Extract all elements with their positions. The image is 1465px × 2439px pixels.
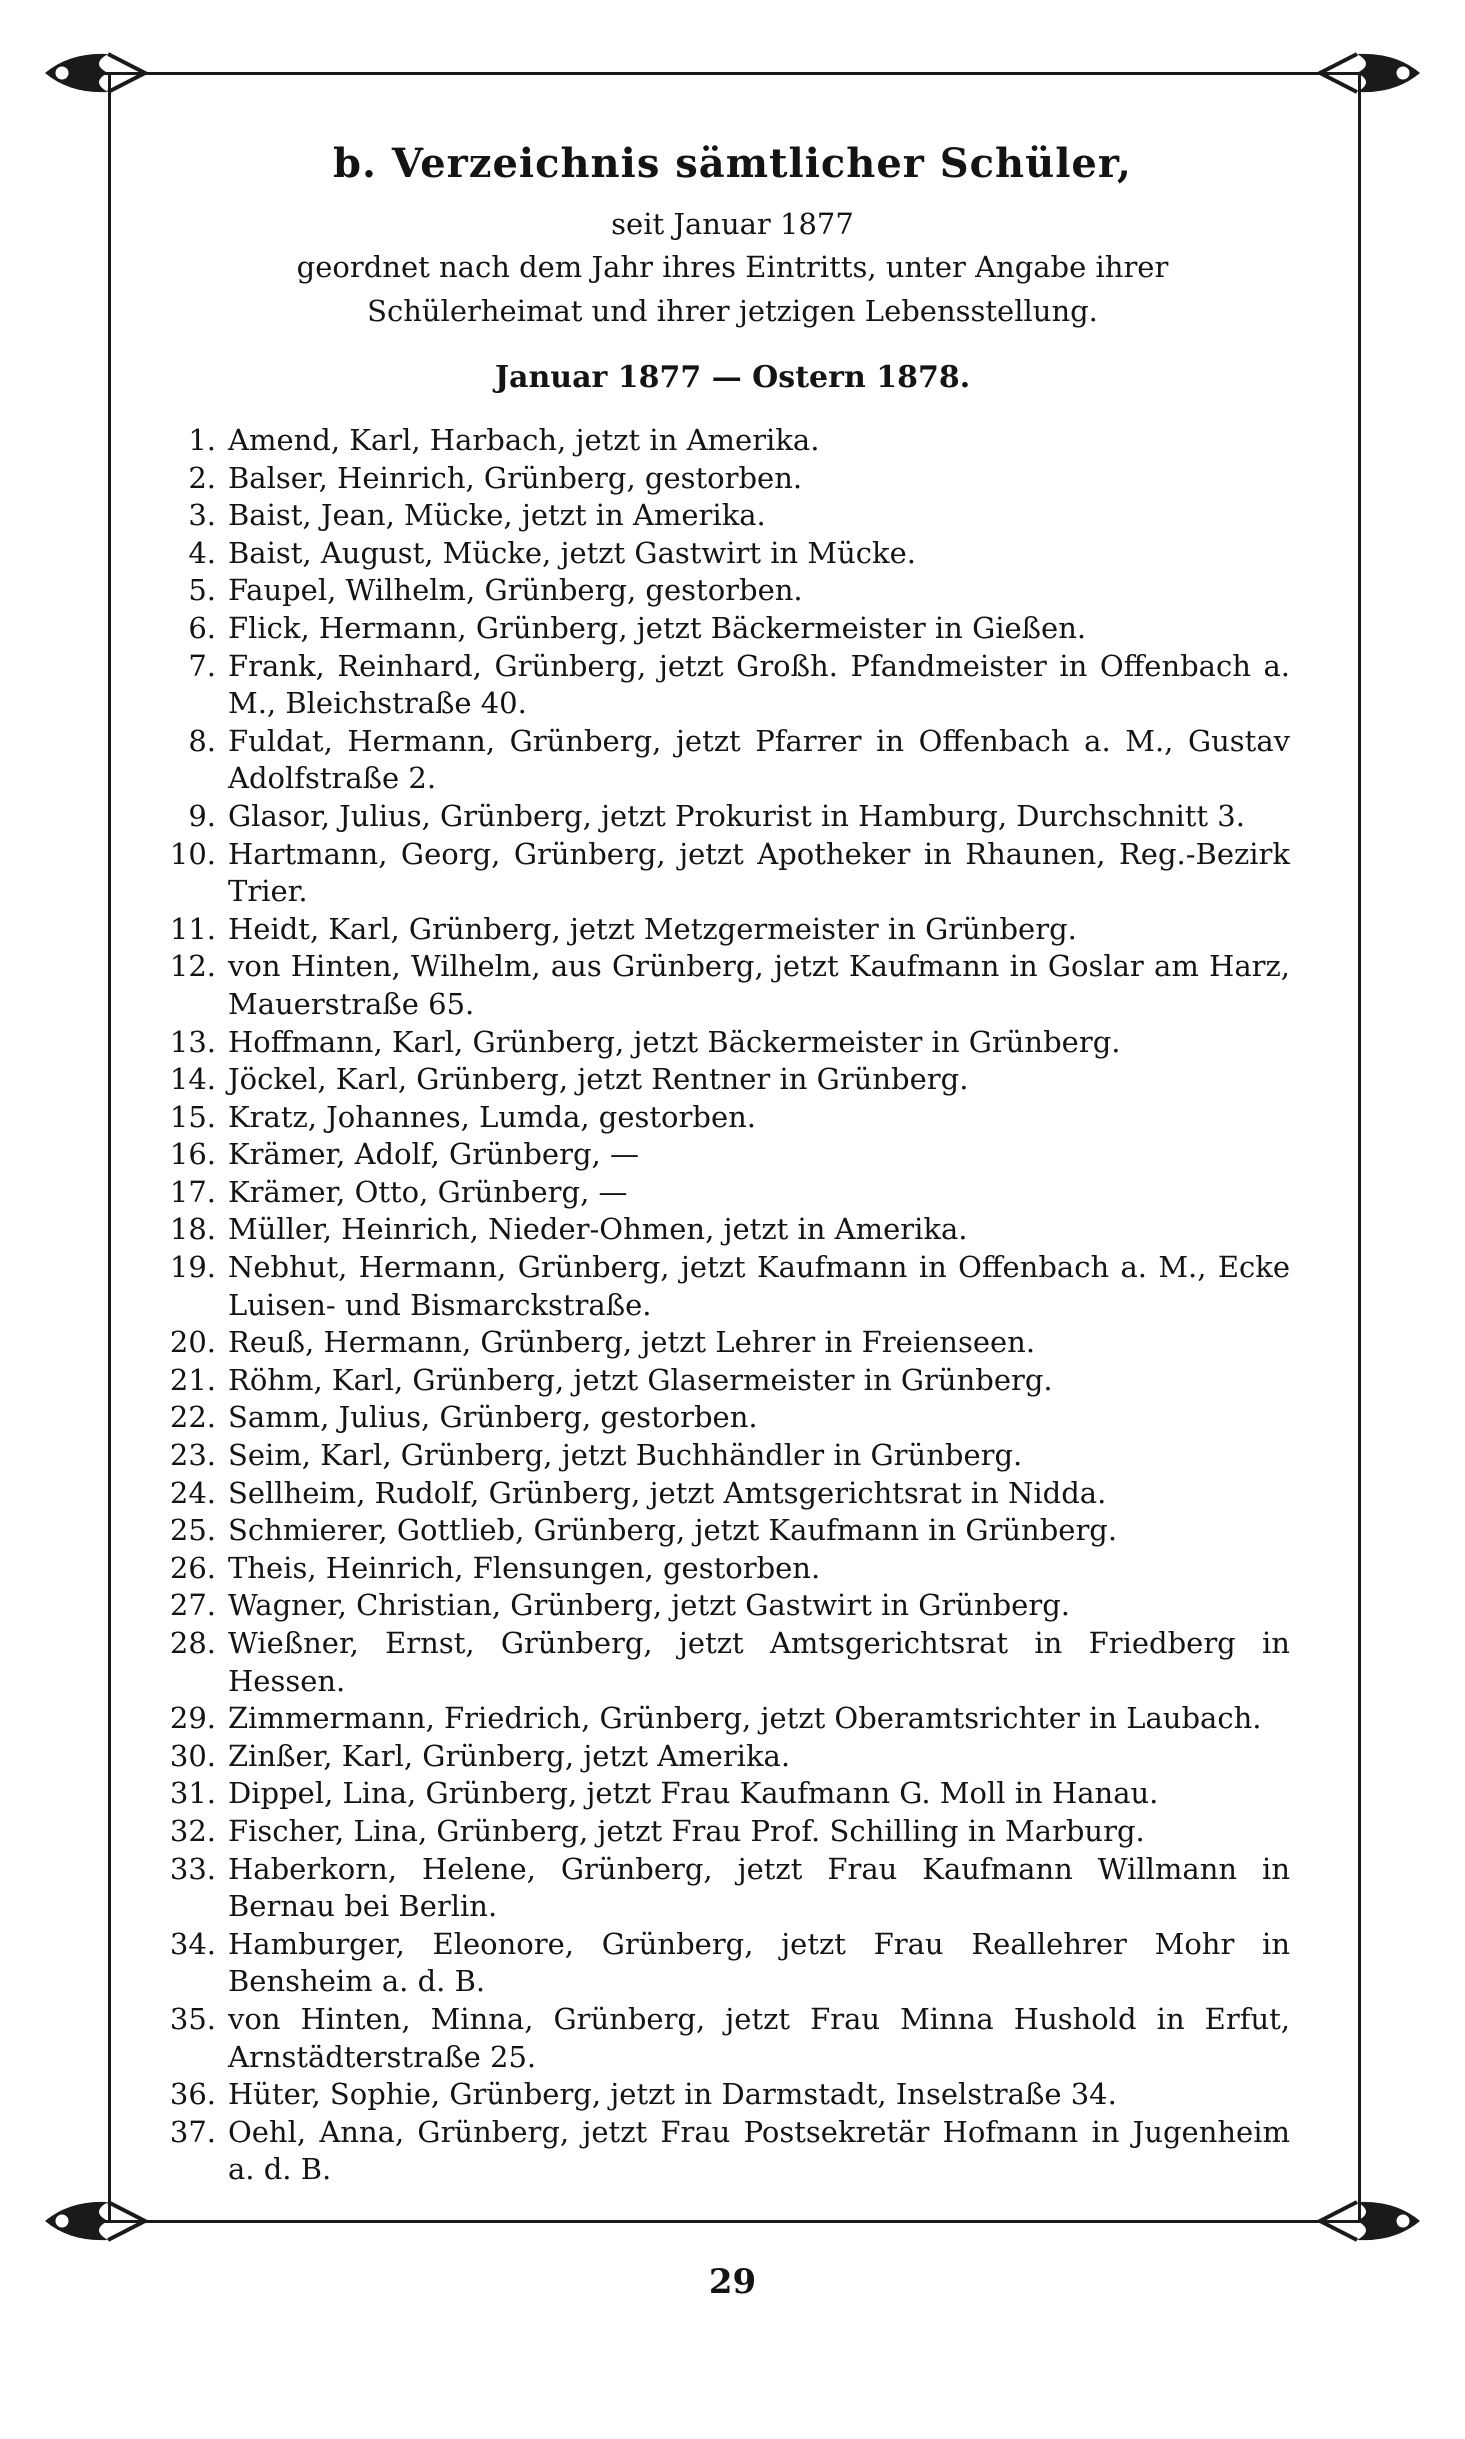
list-item: [160, 648, 1290, 723]
entry-text: Wießner, Ernst, Grünberg, jetzt Amtsgerichtsrat in Friedberg in Hessen.: [228, 1626, 1290, 1698]
entry-text: Heidt, Karl, Grünberg, jetzt Metzgermeister in Grünberg.: [228, 911, 1077, 946]
list-item: [160, 422, 1290, 460]
corner-ornament-icon: [1315, 42, 1425, 104]
entry-text: Dippel, Lina, Grünberg, jetzt Frau Kaufmann G. Moll in Hanau.: [228, 1776, 1159, 1811]
list-item: [160, 1512, 1290, 1550]
entry-text: Krämer, Adolf, Grünberg, —: [228, 1137, 639, 1172]
entry-number: 22.: [169, 1400, 216, 1435]
entry-number: 19.: [169, 1250, 216, 1285]
list-item: [160, 2114, 1290, 2189]
frame-bottom-rule: [75, 2220, 1390, 2223]
frame-top-rule: [75, 72, 1390, 75]
list-item: [160, 1136, 1290, 1174]
list-item: [160, 1587, 1290, 1625]
entry-number: 34.: [169, 1926, 216, 1961]
entry-number: 6.: [188, 610, 216, 645]
entry-text: Kratz, Johannes, Lumda, gestorben.: [228, 1099, 757, 1134]
list-item: [160, 1437, 1290, 1475]
entry-text: Glasor, Julius, Grünberg, jetzt Prokurist in Hamburg, Durchschnitt 3.: [228, 798, 1245, 833]
entry-number: 37.: [169, 2114, 216, 2149]
corner-ornament-icon: [1315, 2190, 1425, 2252]
list-item: [160, 1024, 1290, 1062]
list-item: [160, 1211, 1290, 1249]
list-item: [160, 1399, 1290, 1437]
entry-number: 26.: [169, 1550, 216, 1585]
entry-text: Hamburger, Eleonore, Grünberg, jetzt Frau Reallehrer Mohr in Bensheim a. d. B.: [228, 1926, 1290, 1999]
entry-text: Zinßer, Karl, Grünberg, jetzt Amerika.: [228, 1738, 791, 1773]
list-item: [160, 1099, 1290, 1137]
corner-ornament-icon: [40, 2190, 150, 2252]
entry-text: Reuß, Hermann, Grünberg, jetzt Lehrer in Freienseen.: [228, 1325, 1036, 1360]
entry-number: 17.: [169, 1174, 216, 1209]
entry-number: 1.: [188, 423, 216, 457]
entry-text: Krämer, Otto, Grünberg, —: [228, 1174, 628, 1209]
list-item: [160, 798, 1290, 836]
entry-number: 12.: [169, 949, 216, 984]
list-item: [160, 1625, 1290, 1700]
subtitle-since: seit Januar 1877: [611, 207, 854, 241]
list-item: [160, 723, 1290, 798]
entry-number: 36.: [169, 2077, 216, 2112]
entry-text: Hüter, Sophie, Grünberg, jetzt in Darmstadt, Inselstraße 34.: [228, 2077, 1117, 2112]
entry-number: 24.: [169, 1475, 216, 1510]
entry-number: 10.: [169, 836, 216, 871]
entry-text: Theis, Heinrich, Flensungen, gestorben.: [228, 1550, 821, 1585]
entry-number: 30.: [169, 1738, 216, 1773]
entry-number: 8.: [188, 723, 216, 758]
list-item: [160, 535, 1290, 573]
entry-text: Balser, Heinrich, Grünberg, gestorben.: [228, 460, 803, 495]
list-item: [160, 948, 1290, 1023]
entry-number: 21.: [169, 1362, 216, 1397]
entry-text: von Hinten, Wilhelm, aus Grünberg, jetzt Kaufmann in Goslar am Harz, Mauerstraße 65.: [228, 949, 1290, 1021]
entry-number: 2.: [188, 460, 216, 495]
entry-text: Frank, Reinhard, Grünberg, jetzt Großh. Pfandmeister in Offenbach a. M., Bleichstraße 40.: [228, 648, 1290, 721]
frame-right-rule: [1358, 75, 1361, 2221]
page-number: 29: [708, 2262, 757, 2302]
entry-text: Fuldat, Hermann, Grünberg, jetzt Pfarrer in Offenbach a. M., Gustav Adolfstraße 2.: [228, 723, 1290, 796]
entry-text: Amend, Karl, Harbach, jetzt in Amerika.: [228, 423, 820, 457]
list-item: [160, 497, 1290, 535]
entry-number: 18.: [169, 1212, 216, 1247]
entry-number: 35.: [169, 2001, 216, 2036]
list-item: [160, 1851, 1290, 1926]
entry-number: 7.: [188, 648, 216, 683]
student-list: [160, 422, 1290, 2189]
list-item: [160, 572, 1290, 610]
entry-text: Hartmann, Georg, Grünberg, jetzt Apotheker in Rhaunen, Reg.-Bezirk Trier.: [228, 836, 1290, 909]
entry-number: 9.: [188, 798, 216, 833]
entry-text: Haberkorn, Helene, Grünberg, jetzt Frau Kaufmann Willmann in Bernau bei Berlin.: [228, 1851, 1290, 1924]
entry-number: 31.: [169, 1776, 216, 1811]
list-item: [160, 1324, 1290, 1362]
entry-text: Zimmermann, Friedrich, Grünberg, jetzt Oberamtsrichter in Laubach.: [228, 1701, 1262, 1736]
entry-text: Nebhut, Hermann, Grünberg, jetzt Kaufmann in Offenbach a. M., Ecke Luisen- und Bismarckstraße.: [228, 1250, 1290, 1322]
entry-text: Baist, August, Mücke, jetzt Gastwirt in Mücke.: [228, 535, 916, 570]
list-item: [160, 1813, 1290, 1851]
entry-number: 20.: [169, 1325, 216, 1360]
entry-text: Flick, Hermann, Grünberg, jetzt Bäckermeister in Gießen.: [228, 610, 1087, 645]
subtitle-description-line2: Schülerheimat und ihrer jetzigen Lebensstellung.: [367, 294, 1098, 328]
entry-text: Oehl, Anna, Grünberg, jetzt Frau Postsekretär Hofmann in Jugenheim a. d. B.: [228, 2114, 1290, 2187]
entry-text: Sellheim, Rudolf, Grünberg, jetzt Amtsgerichtsrat in Nidda.: [228, 1475, 1107, 1510]
entry-number: 15.: [169, 1099, 216, 1134]
list-item: [160, 1061, 1290, 1099]
entry-text: Schmierer, Gottlieb, Grünberg, jetzt Kaufmann in Grünberg.: [228, 1513, 1118, 1548]
entry-text: Röhm, Karl, Grünberg, jetzt Glasermeister in Grünberg.: [228, 1362, 1053, 1397]
entry-text: Fischer, Lina, Grünberg, jetzt Frau Prof. Schilling in Marburg.: [228, 1813, 1145, 1848]
list-item: [160, 1249, 1290, 1324]
list-item: [160, 911, 1290, 949]
list-item: [160, 1738, 1290, 1776]
page-title: b. Verzeichnis sämtlicher Schüler,: [333, 140, 1132, 187]
list-item: [160, 1550, 1290, 1588]
list-item: [160, 610, 1290, 648]
entry-number: 3.: [188, 498, 216, 533]
list-item: [160, 2001, 1290, 2076]
entry-number: 23.: [169, 1438, 216, 1473]
frame-left-rule: [108, 75, 111, 2221]
entry-text: Hoffmann, Karl, Grünberg, jetzt Bäckermeister in Grünberg.: [228, 1024, 1121, 1059]
list-item: [160, 460, 1290, 498]
entry-text: Seim, Karl, Grünberg, jetzt Buchhändler in Grünberg.: [228, 1438, 1023, 1473]
entry-number: 28.: [169, 1626, 216, 1660]
list-item: [160, 1362, 1290, 1400]
list-item: [160, 1174, 1290, 1212]
section-heading-period: Januar 1877 — Ostern 1878.: [494, 360, 971, 395]
list-item: [160, 1475, 1290, 1513]
entry-number: 16.: [169, 1137, 216, 1172]
entry-number: 33.: [169, 1851, 216, 1886]
entry-number: 29.: [169, 1701, 216, 1736]
list-item: [160, 1926, 1290, 2001]
entry-text: Wagner, Christian, Grünberg, jetzt Gastwirt in Grünberg.: [228, 1588, 1070, 1623]
entry-text: Faupel, Wilhelm, Grünberg, gestorben.: [228, 573, 803, 608]
entry-text: Jöckel, Karl, Grünberg, jetzt Rentner in Grünberg.: [228, 1062, 969, 1097]
list-item: [160, 1700, 1290, 1738]
entry-number: 4.: [188, 535, 216, 570]
list-item: [160, 836, 1290, 911]
corner-ornament-icon: [40, 42, 150, 104]
entry-text: Baist, Jean, Mücke, jetzt in Amerika.: [228, 498, 766, 533]
entry-number: 5.: [188, 573, 216, 608]
entry-number: 13.: [169, 1024, 216, 1059]
entry-number: 32.: [169, 1813, 216, 1848]
entry-number: 25.: [169, 1513, 216, 1548]
entry-number: 27.: [169, 1588, 216, 1623]
entry-text: Müller, Heinrich, Nieder-Ohmen, jetzt in Amerika.: [228, 1212, 968, 1247]
entry-text: von Hinten, Minna, Grünberg, jetzt Frau Minna Hushold in Erfut, Arnstädterstraße 25.: [228, 2001, 1290, 2074]
entry-number: 14.: [169, 1062, 216, 1097]
list-item: [160, 2076, 1290, 2114]
subtitle-description-line1: geordnet nach dem Jahr ihres Eintritts, unter Angabe ihrer: [296, 250, 1169, 284]
entry-number: 11.: [169, 911, 216, 946]
list-item: [160, 1775, 1290, 1813]
entry-text: Samm, Julius, Grünberg, gestorben.: [228, 1400, 758, 1435]
